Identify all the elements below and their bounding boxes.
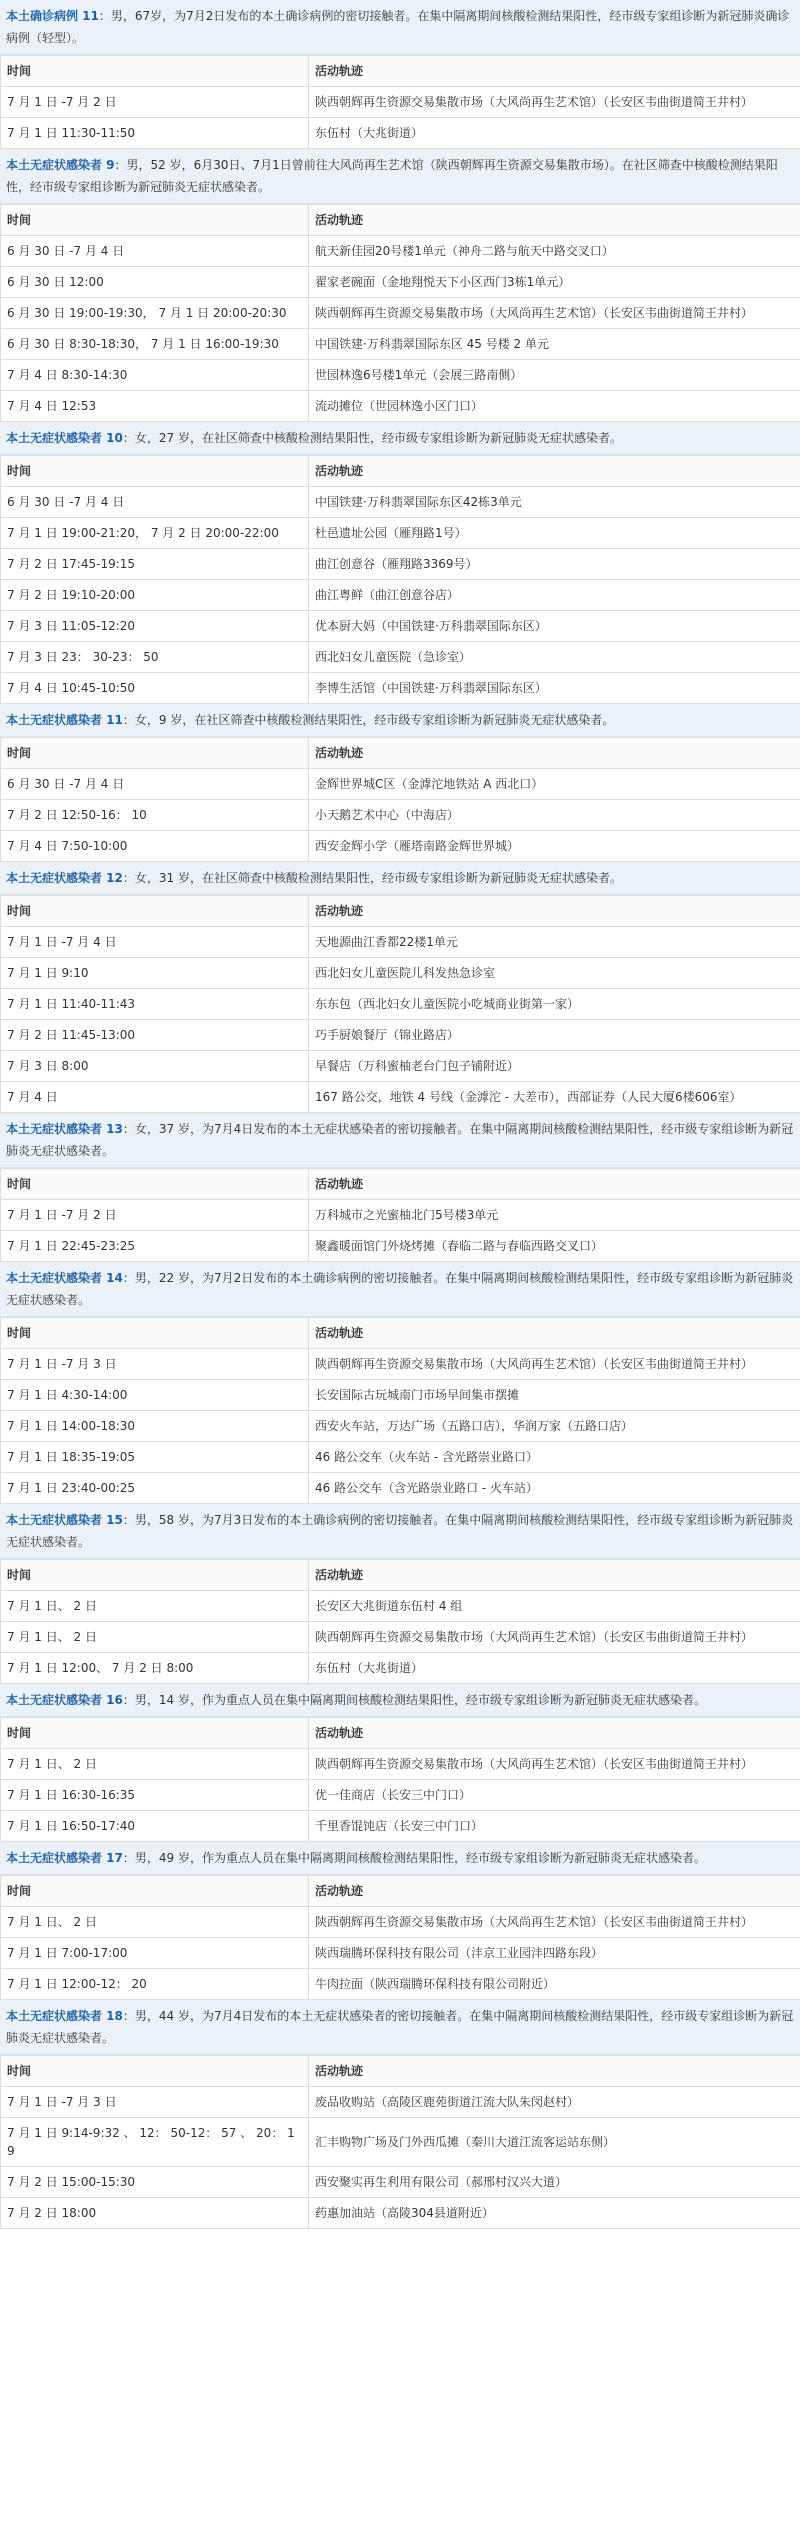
table-row [1, 642, 800, 673]
track-cell: 曲江粤鲜（曲江创意谷店） [309, 580, 800, 611]
case-title: 本土无症状感染者 11 [6, 713, 123, 727]
case-title: 本土无症状感染者 13 [6, 1122, 123, 1136]
table-row [1, 391, 800, 422]
case-section [0, 1262, 800, 1504]
time-cell: 7 月 4 日 8:30-14:30 [1, 360, 309, 391]
time-cell: 7 月 1 日 22:45-23:25 [1, 1231, 309, 1262]
case-description: ：男，44 岁，为7月4日发布的本土无症状感染者的密切接触者。在集中隔离期间核酸检测结果阳性，经市级专家组诊断为新冠肺炎无症状感染者。 [6, 2009, 794, 2045]
table-header-row [1, 1560, 800, 1591]
case-header [0, 0, 800, 55]
time-cell: 7 月 1 日 11:30-11:50 [1, 118, 309, 149]
trajectory-table [0, 55, 800, 149]
track-cell: 陕西朝辉再生资源交易集散市场（大风尚再生艺术馆）（长安区韦曲街道简王井村） [309, 1349, 800, 1380]
case-title: 本土无症状感染者 17 [6, 1851, 123, 1865]
case-header [0, 1504, 800, 1559]
case-title: 本土确诊病例 11 [6, 9, 99, 23]
table-row [1, 1780, 800, 1811]
table-row [1, 1622, 800, 1653]
table-row [1, 267, 800, 298]
table-row [1, 800, 800, 831]
time-cell: 7 月 1 日 9:10 [1, 958, 309, 989]
time-cell: 7 月 1 日 16:30-16:35 [1, 1780, 309, 1811]
track-cell: 优一佳商店（长安三中门口） [309, 1780, 800, 1811]
track-cell: 天地源曲江香都22楼1单元 [309, 927, 800, 958]
column-header-track: 活动轨迹 [309, 1718, 800, 1749]
case-description: ：男，67岁，为7月2日发布的本土确诊病例的密切接触者。在集中隔离期间核酸检测结果阳性，经市级专家组诊断为新冠肺炎确诊病例（轻型）。 [6, 9, 790, 45]
table-row [1, 2198, 800, 2229]
column-header-track: 活动轨迹 [309, 1169, 800, 1200]
table-row [1, 298, 800, 329]
time-cell: 7 月 2 日 19:10-20:00 [1, 580, 309, 611]
case-title: 本土无症状感染者 9 [6, 158, 115, 172]
table-row [1, 1749, 800, 1780]
trajectory-table [0, 1875, 800, 2000]
track-cell: 东伍村（大兆街道） [309, 1653, 800, 1684]
case-description: ：男，58 岁，为7月3日发布的本土确诊病例的密切接触者。在集中隔离期间核酸检测结果阳性，经市级专家组诊断为新冠肺炎无症状感染者。 [6, 1513, 794, 1549]
table-row [1, 329, 800, 360]
column-header-track: 活动轨迹 [309, 1318, 800, 1349]
case-section [0, 862, 800, 1113]
time-cell: 7 月 4 日 [1, 1082, 309, 1113]
trajectory-table [0, 1168, 800, 1262]
track-cell: 西安金辉小学（雁塔南路金辉世界城） [309, 831, 800, 862]
track-cell: 陕西朝辉再生资源交易集散市场（大风尚再生艺术馆）（长安区韦曲街道简王井村） [309, 1622, 800, 1653]
trajectory-table [0, 2055, 800, 2229]
case-description: ：女，31 岁，在社区筛查中核酸检测结果阳性，经市级专家组诊断为新冠肺炎无症状感染者。 [122, 871, 622, 885]
track-cell: 聚鑫暖面馆门外烧烤摊（春临二路与春临西路交叉口） [309, 1231, 800, 1262]
column-header-time: 时间 [1, 56, 309, 87]
track-cell: 陕西朝辉再生资源交易集散市场（大风尚再生艺术馆）（长安区韦曲街道简王井村） [309, 1749, 800, 1780]
track-cell: 中国铁建·万科翡翠国际东区42栋3单元 [309, 487, 800, 518]
track-cell: 李博生活馆（中国铁建·万科翡翠国际东区） [309, 673, 800, 704]
time-cell: 7 月 1 日、 2 日 [1, 1749, 309, 1780]
track-cell: 药惠加油站（高陵304县道附近） [309, 2198, 800, 2229]
table-header-row [1, 456, 800, 487]
trajectory-table [0, 455, 800, 704]
table-row [1, 549, 800, 580]
time-cell: 7 月 2 日 11:45-13:00 [1, 1020, 309, 1051]
table-row [1, 989, 800, 1020]
track-cell: 流动摊位（世园林逸小区门口） [309, 391, 800, 422]
column-header-track: 活动轨迹 [309, 2056, 800, 2087]
table-row [1, 1200, 800, 1231]
track-cell: 东伍村（大兆街道） [309, 118, 800, 149]
case-header [0, 149, 800, 204]
table-row [1, 673, 800, 704]
case-title: 本土无症状感染者 12 [6, 871, 123, 885]
time-cell: 7 月 1 日 -7 月 2 日 [1, 87, 309, 118]
time-cell: 7 月 3 日 23： 30-23： 50 [1, 642, 309, 673]
track-cell: 翟家老碗面（金地翔悦天下小区西门3栋1单元） [309, 267, 800, 298]
track-cell: 陕西朝辉再生资源交易集散市场（大风尚再生艺术馆）（长安区韦曲街道简王井村） [309, 87, 800, 118]
column-header-time: 时间 [1, 1318, 309, 1349]
case-description: ：男，22 岁，为7月2日发布的本土确诊病例的密切接触者。在集中隔离期间核酸检测结果阳性，经市级专家组诊断为新冠肺炎无症状感染者。 [6, 1271, 794, 1307]
column-header-time: 时间 [1, 896, 309, 927]
case-header [0, 2000, 800, 2055]
time-cell: 6 月 30 日 -7 月 4 日 [1, 769, 309, 800]
case-title: 本土无症状感染者 16 [6, 1693, 123, 1707]
time-cell: 7 月 1 日 23:40-00:25 [1, 1473, 309, 1504]
table-row [1, 2167, 800, 2198]
table-header-row [1, 205, 800, 236]
case-description: ：男，49 岁，作为重点人员在集中隔离期间核酸检测结果阳性，经市级专家组诊断为新冠肺炎无症状感染者。 [122, 1851, 706, 1865]
case-title: 本土无症状感染者 18 [6, 2009, 123, 2023]
time-cell: 7 月 2 日 18:00 [1, 2198, 309, 2229]
column-header-track: 活动轨迹 [309, 1560, 800, 1591]
time-cell: 7 月 1 日 7:00-17:00 [1, 1938, 309, 1969]
track-cell: 陕西朝辉再生资源交易集散市场（大风尚再生艺术馆）（长安区韦曲街道简王井村） [309, 1907, 800, 1938]
case-section [0, 149, 800, 422]
case-title: 本土无症状感染者 15 [6, 1513, 123, 1527]
time-cell: 7 月 1 日 12:00、 7 月 2 日 8:00 [1, 1653, 309, 1684]
table-row [1, 1082, 800, 1113]
case-section [0, 1684, 800, 1842]
table-row [1, 1811, 800, 1842]
table-row [1, 118, 800, 149]
time-cell: 7 月 1 日 11:40-11:43 [1, 989, 309, 1020]
column-header-time: 时间 [1, 205, 309, 236]
track-cell: 万科城市之光蜜柚北门5号楼3单元 [309, 1200, 800, 1231]
table-header-row [1, 896, 800, 927]
time-cell: 6 月 30 日 -7 月 4 日 [1, 487, 309, 518]
time-cell: 6 月 30 日 -7 月 4 日 [1, 236, 309, 267]
table-header-row [1, 1718, 800, 1749]
time-cell: 7 月 1 日 14:00-18:30 [1, 1411, 309, 1442]
case-title: 本土无症状感染者 14 [6, 1271, 123, 1285]
table-header-row [1, 1876, 800, 1907]
track-cell: 杜邑遗址公园（雁翔路1号） [309, 518, 800, 549]
column-header-time: 时间 [1, 1876, 309, 1907]
table-row [1, 769, 800, 800]
column-header-track: 活动轨迹 [309, 738, 800, 769]
trajectory-table [0, 1717, 800, 1842]
case-description: ：女，9 岁，在社区筛查中核酸检测结果阳性，经市级专家组诊断为新冠肺炎无症状感染者。 [122, 713, 615, 727]
time-cell: 6 月 30 日 12:00 [1, 267, 309, 298]
table-row [1, 487, 800, 518]
time-cell: 7 月 1 日 -7 月 2 日 [1, 1200, 309, 1231]
table-row [1, 1231, 800, 1262]
time-cell: 7 月 1 日 9:14-9:32 、 12： 50-12： 57 、 20： 19 [1, 2118, 309, 2167]
case-header [0, 1113, 800, 1168]
table-row [1, 1969, 800, 2000]
column-header-time: 时间 [1, 456, 309, 487]
table-row [1, 1442, 800, 1473]
track-cell: 长安区大兆街道东伍村 4 组 [309, 1591, 800, 1622]
track-cell: 废品收购站（高陵区鹿苑街道江流大队朱闵赵村） [309, 2087, 800, 2118]
time-cell: 7 月 4 日 12:53 [1, 391, 309, 422]
trajectory-table [0, 895, 800, 1113]
time-cell: 7 月 1 日 18:35-19:05 [1, 1442, 309, 1473]
track-cell: 小天鹅艺术中心（中海店） [309, 800, 800, 831]
case-title: 本土无症状感染者 10 [6, 431, 123, 445]
time-cell: 7 月 2 日 17:45-19:15 [1, 549, 309, 580]
case-header [0, 862, 800, 895]
track-cell: 东东包（西北妇女儿童医院小吃城商业街第一家） [309, 989, 800, 1020]
table-row [1, 1591, 800, 1622]
case-header [0, 422, 800, 455]
time-cell: 7 月 1 日 -7 月 4 日 [1, 927, 309, 958]
track-cell: 46 路公交车（火车站 - 含光路崇业路口） [309, 1442, 800, 1473]
time-cell: 7 月 1 日 16:50-17:40 [1, 1811, 309, 1842]
table-row [1, 1938, 800, 1969]
time-cell: 7 月 2 日 12:50-16： 10 [1, 800, 309, 831]
case-description: ：男，52 岁，6月30日、7月1日曾前往大风尚再生艺术馆（陕西朝辉再生资源交易集散市场）。在社区筛查中核酸检测结果阳性，经市级专家组诊断为新冠肺炎无症状感染者。 [6, 158, 778, 194]
table-row [1, 2087, 800, 2118]
track-cell: 金辉世界城C区（金滹沱地铁站 A 西北口） [309, 769, 800, 800]
table-row [1, 958, 800, 989]
case-section [0, 422, 800, 704]
case-header [0, 1842, 800, 1875]
track-cell: 巧手厨娘餐厅（锦业路店） [309, 1020, 800, 1051]
table-header-row [1, 2056, 800, 2087]
column-header-time: 时间 [1, 2056, 309, 2087]
track-cell: 早餐店（万科蜜柚老台门包子铺附近） [309, 1051, 800, 1082]
table-header-row [1, 1169, 800, 1200]
case-section [0, 2000, 800, 2229]
case-header [0, 1684, 800, 1717]
time-cell: 7 月 1 日、 2 日 [1, 1591, 309, 1622]
track-cell: 中国铁建·万科翡翠国际东区 45 号楼 2 单元 [309, 329, 800, 360]
track-cell: 航天新佳园20号楼1单元（神舟二路与航天中路交叉口） [309, 236, 800, 267]
trajectory-table [0, 1559, 800, 1684]
track-cell: 西安火车站，万达广场（五路口店），华润万家（五路口店） [309, 1411, 800, 1442]
table-header-row [1, 738, 800, 769]
time-cell: 7 月 1 日 -7 月 3 日 [1, 1349, 309, 1380]
time-cell: 7 月 3 日 8:00 [1, 1051, 309, 1082]
trajectory-table [0, 1317, 800, 1504]
time-cell: 7 月 2 日 15:00-15:30 [1, 2167, 309, 2198]
case-section [0, 1113, 800, 1262]
table-row [1, 87, 800, 118]
track-cell: 西安聚实再生利用有限公司（郝邢村汉兴大道） [309, 2167, 800, 2198]
table-row [1, 611, 800, 642]
table-header-row [1, 1318, 800, 1349]
table-row [1, 1020, 800, 1051]
case-section [0, 1842, 800, 2000]
table-row [1, 360, 800, 391]
track-cell: 西北妇女儿童医院儿科发热急诊室 [309, 958, 800, 989]
table-row [1, 831, 800, 862]
time-cell: 7 月 4 日 10:45-10:50 [1, 673, 309, 704]
case-description: ：女，27 岁，在社区筛查中核酸检测结果阳性，经市级专家组诊断为新冠肺炎无症状感染者。 [122, 431, 622, 445]
table-row [1, 1411, 800, 1442]
table-row [1, 1653, 800, 1684]
case-description: ：女，37 岁，为7月4日发布的本土无症状感染者的密切接触者。在集中隔离期间核酸检测结果阳性，经市级专家组诊断为新冠肺炎无症状感染者。 [6, 1122, 794, 1158]
time-cell: 7 月 1 日 -7 月 3 日 [1, 2087, 309, 2118]
track-cell: 陕西朝辉再生资源交易集散市场（大风尚再生艺术馆）（长安区韦曲街道简王井村） [309, 298, 800, 329]
track-cell: 千里香馄饨店（长安三中门口） [309, 1811, 800, 1842]
track-cell: 长安国际古玩城南门市场早间集市摆摊 [309, 1380, 800, 1411]
table-row [1, 580, 800, 611]
case-section [0, 0, 800, 149]
table-row [1, 2118, 800, 2167]
track-cell: 46 路公交车（含光路崇业路口 - 火车站） [309, 1473, 800, 1504]
table-header-row [1, 56, 800, 87]
time-cell: 7 月 3 日 11:05-12:20 [1, 611, 309, 642]
column-header-track: 活动轨迹 [309, 56, 800, 87]
column-header-track: 活动轨迹 [309, 456, 800, 487]
track-cell: 曲江创意谷（雁翔路3369号） [309, 549, 800, 580]
track-cell: 陕西瑞腾环保科技有限公司（沣京工业园沣四路东段） [309, 1938, 800, 1969]
table-row [1, 1907, 800, 1938]
table-row [1, 236, 800, 267]
track-cell: 汇丰购物广场及门外西瓜摊（秦川大道江流客运站东侧） [309, 2118, 800, 2167]
track-cell: 世园林逸6号楼1单元（会展三路南侧） [309, 360, 800, 391]
track-cell: 西北妇女儿童医院（急诊室） [309, 642, 800, 673]
column-header-time: 时间 [1, 1169, 309, 1200]
column-header-time: 时间 [1, 738, 309, 769]
case-section [0, 704, 800, 862]
track-cell: 优本厨大妈（中国铁建·万科翡翠国际东区） [309, 611, 800, 642]
time-cell: 7 月 4 日 7:50-10:00 [1, 831, 309, 862]
case-section [0, 1504, 800, 1684]
time-cell: 7 月 1 日 4:30-14:00 [1, 1380, 309, 1411]
case-description: ：男，14 岁，作为重点人员在集中隔离期间核酸检测结果阳性，经市级专家组诊断为新冠肺炎无症状感染者。 [122, 1693, 706, 1707]
table-row [1, 1380, 800, 1411]
table-row [1, 927, 800, 958]
time-cell: 6 月 30 日 19:00-19:30， 7 月 1 日 20:00-20:30 [1, 298, 309, 329]
table-row [1, 1473, 800, 1504]
trajectory-table [0, 204, 800, 422]
case-header [0, 1262, 800, 1317]
column-header-track: 活动轨迹 [309, 1876, 800, 1907]
table-row [1, 1349, 800, 1380]
column-header-track: 活动轨迹 [309, 205, 800, 236]
column-header-track: 活动轨迹 [309, 896, 800, 927]
time-cell: 7 月 1 日 12:00-12： 20 [1, 1969, 309, 2000]
column-header-time: 时间 [1, 1560, 309, 1591]
trajectory-table [0, 737, 800, 862]
time-cell: 6 月 30 日 8:30-18:30， 7 月 1 日 16:00-19:30 [1, 329, 309, 360]
table-row [1, 1051, 800, 1082]
column-header-time: 时间 [1, 1718, 309, 1749]
time-cell: 7 月 1 日、 2 日 [1, 1622, 309, 1653]
track-cell: 167 路公交，地铁 4 号线（金滹沱 - 大差市），西部证券（人民大厦6楼606室） [309, 1082, 800, 1113]
time-cell: 7 月 1 日、 2 日 [1, 1907, 309, 1938]
track-cell: 牛肉拉面（陕西瑞腾环保科技有限公司附近） [309, 1969, 800, 2000]
table-row [1, 518, 800, 549]
case-header [0, 704, 800, 737]
time-cell: 7 月 1 日 19:00-21:20， 7 月 2 日 20:00-22:00 [1, 518, 309, 549]
